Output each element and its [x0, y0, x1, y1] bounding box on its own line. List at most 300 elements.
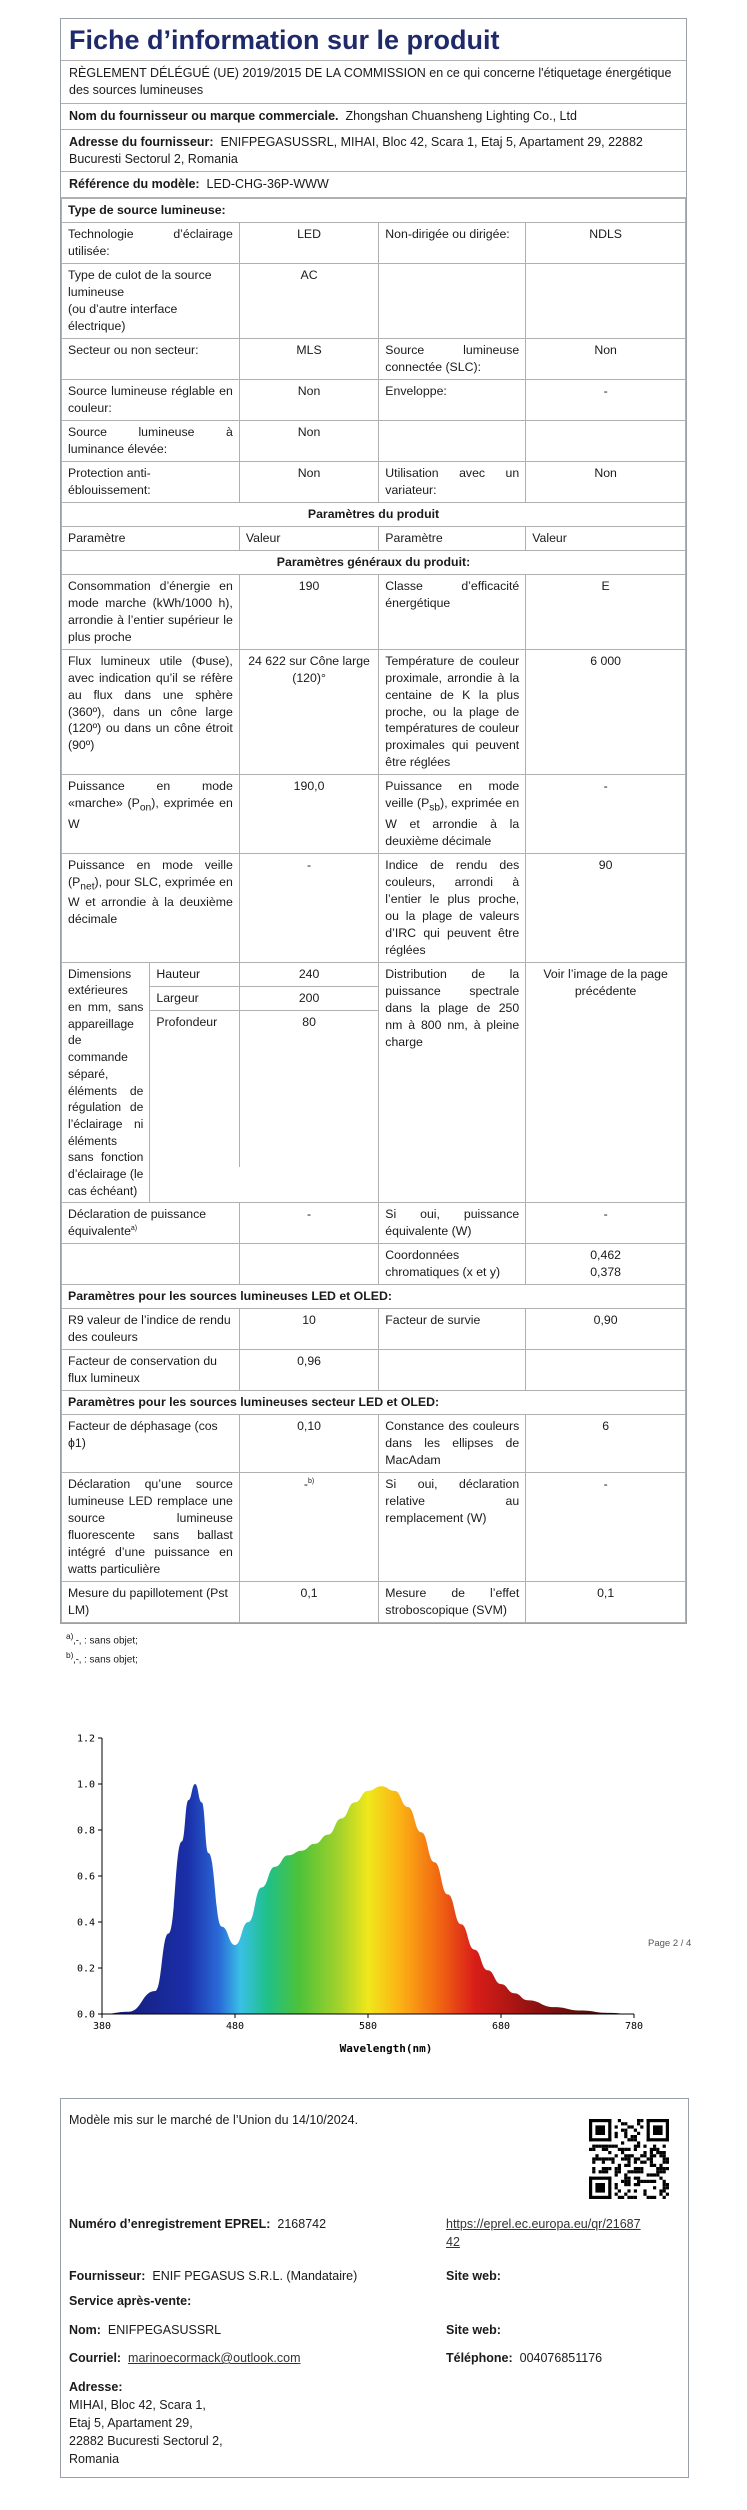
qr-module [627, 2180, 630, 2183]
param-value: 0,96 [239, 1350, 378, 1391]
qr-module [608, 2145, 611, 2148]
qr-finder [647, 2138, 669, 2141]
qr-module [637, 2170, 640, 2173]
website-label-2: Site web: [446, 2323, 501, 2337]
qr-module [659, 2193, 662, 2196]
dim-value: 80 [239, 1010, 378, 1167]
email-link[interactable]: marinoecormack@outlook.com [128, 2351, 301, 2365]
qr-module [624, 2164, 627, 2167]
supplier-address-label: Adresse du fournisseur: [69, 134, 214, 149]
qr-module [663, 2157, 666, 2160]
phone-value: 004076851176 [519, 2351, 603, 2365]
param-value: - [526, 775, 686, 854]
y-tick-label: 0.8 [76, 1825, 95, 1837]
dim-key: Hauteur [150, 963, 239, 986]
empty-cell [239, 1244, 378, 1285]
param-label: Mesure de l’effet stroboscopique (SVM) [379, 1581, 526, 1622]
qr-finder [666, 2119, 669, 2141]
empty-cell [379, 1350, 526, 1391]
qr-module [627, 2138, 630, 2141]
qr-module [621, 2196, 624, 2199]
footnote-ref: b) [307, 1477, 315, 1485]
param-label [379, 775, 526, 854]
qr-module [650, 2151, 653, 2154]
qr-module [634, 2135, 637, 2138]
qr-finder [589, 2119, 592, 2141]
param-label: Température de couleur proximale, arrondie à la centaine de K la plus proche, ou la plage de températures de couleur proximales qui peuvent être réglées [379, 649, 526, 775]
type-label: Utilisation avec un variateur: [379, 461, 526, 502]
qr-module [605, 2145, 608, 2148]
type-value [526, 264, 686, 339]
qr-module [589, 2148, 592, 2151]
qr-module [624, 2129, 627, 2132]
qr-finder [653, 2125, 663, 2135]
market-date: Modèle mis sur le marché de l’Union du 14/10/2024. [69, 2113, 359, 2127]
param-label: Déclaration qu’une source lumineuse LED remplace une source lumineuse fluorescente sans ballast intégré d’une puissance en watts particulière [62, 1472, 240, 1581]
param-value: 0,90 [526, 1309, 686, 1350]
qr-module [615, 2193, 618, 2196]
supplier-name-value: Zhongshan Chuansheng Lighting Co., Ltd [345, 108, 577, 123]
dim-value: 240 [239, 963, 378, 986]
qr-module [640, 2161, 643, 2164]
type-value [526, 420, 686, 461]
qr-finder [647, 2119, 650, 2141]
type-value: - [526, 380, 686, 421]
qr-module [634, 2145, 637, 2148]
qr-module [624, 2193, 627, 2196]
param-value: - [526, 1472, 686, 1581]
param-label: Coordonnées chromatiques (x et y) [379, 1244, 526, 1285]
param-label: Facteur de conservation du flux lumineux [62, 1350, 240, 1391]
qr-module [663, 2180, 666, 2183]
qr-module [663, 2167, 666, 2170]
qr-module [627, 2189, 630, 2192]
equivalent-power-label: Déclaration de puissance équivalente [68, 1207, 207, 1239]
param-label [62, 1203, 240, 1244]
qr-module [602, 2157, 605, 2160]
qr-module [624, 2157, 627, 2160]
qr-module [637, 2141, 640, 2144]
x-tick-label: 780 [624, 2021, 644, 2032]
qr-module [634, 2167, 637, 2170]
qr-module [618, 2148, 621, 2151]
model-ref-value: LED-CHG-36P-WWW [206, 177, 329, 192]
qr-module [650, 2196, 653, 2199]
qr-module [624, 2148, 627, 2151]
param-value: 190,0 [239, 775, 378, 854]
supplier-value: ENIF PEGASUS S.R.L. (Mandataire) [152, 2269, 358, 2283]
qr-module [640, 2119, 643, 2122]
led-heading: Paramètres pour les sources lumineuses LED et OLED: [62, 1285, 686, 1309]
type-value: Non [239, 380, 378, 421]
address-line: Romania [69, 2452, 120, 2467]
qr-module [615, 2145, 618, 2148]
qr-module [659, 2189, 662, 2192]
qr-module [650, 2154, 653, 2157]
qr-module [650, 2157, 653, 2160]
type-value: LED [239, 223, 378, 264]
qr-module [631, 2154, 634, 2157]
general-heading: Paramètres généraux du produit: [62, 550, 686, 574]
qr-module [637, 2122, 640, 2125]
regulation-text: RÈGLEMENT DÉLÉGUÉ (UE) 2019/2015 DE LA COMMISSION en ce qui concerne l'étiquetage énergétique des sources lumineuses [61, 61, 686, 104]
qr-module [615, 2183, 618, 2186]
eprel-value: 2168742 [277, 2217, 327, 2231]
qr-module [624, 2132, 627, 2135]
address-block [69, 2396, 223, 2469]
qr-module [637, 2177, 640, 2180]
qr-module [637, 2119, 640, 2122]
qr-finder [589, 2196, 611, 2199]
type-label: Source lumineuse à luminance élevée: [62, 420, 240, 461]
x-tick-label: 380 [92, 2021, 112, 2032]
spectrum-area [102, 1784, 634, 2014]
qr-module [640, 2167, 643, 2170]
qr-module [659, 2154, 662, 2157]
qr-module [631, 2170, 634, 2173]
type-label: Enveloppe: [379, 380, 526, 421]
qr-module [637, 2157, 640, 2160]
type-value: Non [239, 461, 378, 502]
model-ref-row [61, 172, 686, 198]
qr-module [653, 2186, 656, 2189]
col-value-header: Valeur [239, 526, 378, 550]
supplier-name-label: Nom du fournisseur ou marque commerciale. [69, 108, 339, 123]
qr-module [631, 2138, 634, 2141]
qr-module [663, 2151, 666, 2154]
col-param-header: Paramètre [62, 526, 240, 550]
param-label: Facteur de survie [379, 1309, 526, 1350]
qr-module [666, 2183, 669, 2186]
param-label: Classe d’efficacité énergétique [379, 574, 526, 649]
qr-finder [589, 2177, 592, 2199]
qr-module [656, 2173, 659, 2176]
col-value-header: Valeur [526, 526, 686, 550]
qr-module [599, 2145, 602, 2148]
qr-module [647, 2173, 650, 2176]
qr-module [602, 2145, 605, 2148]
qr-module [624, 2177, 627, 2180]
qr-module [640, 2125, 643, 2128]
y-tick-label: 0.4 [76, 1917, 95, 1929]
param-label [62, 853, 240, 962]
qr-module [634, 2138, 637, 2141]
type-value: MLS [239, 339, 378, 380]
address-line: MIHAI, Bloc 42, Scara 1, [69, 2398, 206, 2412]
qr-module [618, 2119, 621, 2122]
qr-module [608, 2151, 611, 2154]
qr-module [656, 2167, 659, 2170]
param-value: 6 000 [526, 649, 686, 775]
qr-module [666, 2186, 669, 2189]
qr-finder [589, 2177, 611, 2180]
x-axis-label: Wavelength(nm) [339, 2042, 433, 2055]
qr-module [637, 2167, 640, 2170]
qr-module [627, 2157, 630, 2160]
type-label: Protection anti-éblouissement: [62, 461, 240, 502]
qr-finder [608, 2119, 611, 2141]
qr-module [624, 2173, 627, 2176]
y-tick-label: 1.2 [76, 1733, 95, 1745]
net-standby-label-tail: ), pour SLC, exprimée en W et arrondie à la deuxième décimale [68, 874, 233, 927]
type-heading: Type de source lumineuse: [62, 199, 686, 223]
qr-module [592, 2157, 595, 2160]
qr-module [627, 2177, 630, 2180]
type-label [379, 420, 526, 461]
qr-module [643, 2151, 646, 2154]
qr-module [611, 2157, 614, 2160]
dimensions-table [150, 963, 378, 1167]
qr-module [653, 2145, 656, 2148]
qr-module [643, 2145, 646, 2148]
qr-module [615, 2167, 618, 2170]
qr-module [627, 2154, 630, 2157]
param-label: Flux lumineux utile (Φuse), avec indication qu’il se réfère au flux dans une sphère (360º), dans un cône large (120º) ou dans un cône étroit (90º) [62, 649, 240, 775]
qr-module [653, 2180, 656, 2183]
qr-module [663, 2186, 666, 2189]
qr-module [634, 2148, 637, 2151]
x-tick-label: 680 [491, 2021, 511, 2032]
dim-key: Largeur [150, 986, 239, 1010]
param-label: Mesure du papillotement (Pst LM) [62, 1581, 240, 1622]
name-value: ENIFPEGASUSSRL [107, 2323, 222, 2337]
qr-module [608, 2157, 611, 2160]
qr-module [650, 2161, 653, 2164]
qr-module [634, 2157, 637, 2160]
qr-module [634, 2189, 637, 2192]
param-value: 24 622 sur Cône large (120)° [239, 649, 378, 775]
name-row [69, 2321, 221, 2339]
qr-module [653, 2196, 656, 2199]
qr-module [659, 2167, 662, 2170]
qr-module [605, 2170, 608, 2173]
qr-finder [595, 2183, 605, 2193]
qr-module [599, 2157, 602, 2160]
type-value: Non [526, 339, 686, 380]
y-tick-label: 0.6 [76, 1871, 95, 1883]
dimensions-label: Dimensions extérieures en mm, sans appareillage de commande séparé, éléments de régulation de l’éclairage ni éléments sans fonction d’éclairage (le cas échéant) [62, 962, 150, 1203]
qr-module [618, 2189, 621, 2192]
qr-module [592, 2145, 595, 2148]
type-label: Non-dirigée ou dirigée: [379, 223, 526, 264]
qr-module [621, 2141, 624, 2144]
registration-box [60, 2098, 689, 2478]
param-label [62, 775, 240, 854]
qr-module [650, 2148, 653, 2151]
qr-module [637, 2183, 640, 2186]
empty-cell [62, 1244, 240, 1285]
param-value: 190 [239, 574, 378, 649]
qr-module [592, 2161, 595, 2164]
type-value: Non [239, 420, 378, 461]
qr-module [615, 2132, 618, 2135]
qr-module [653, 2173, 656, 2176]
plot-area [77, 1734, 643, 2033]
qr-module [627, 2161, 630, 2164]
footnotes [60, 1630, 687, 1668]
qr-module [637, 2145, 640, 2148]
eprel-link[interactable]: https://eprel.ec.europa.eu/qr/2168742 [446, 2217, 641, 2250]
x-tick-label: 480 [225, 2021, 245, 2032]
param-label: Si oui, puissance équivalente (W) [379, 1203, 526, 1244]
param-label: Distribution de la puissance spectrale dans la plage de 250 nm à 800 nm, à pleine charge [379, 962, 526, 1203]
qr-module [663, 2189, 666, 2192]
param-value: - [526, 1203, 686, 1244]
qr-module [627, 2164, 630, 2167]
qr-module [611, 2161, 614, 2164]
qr-module [650, 2180, 653, 2183]
qr-module [643, 2180, 646, 2183]
param-value: - [239, 1203, 378, 1244]
param-label: Consommation d’énergie en mode marche (kWh/1000 h), arrondie à l’entier supérieur le plus proche [62, 574, 240, 649]
qr-module [663, 2161, 666, 2164]
email-label: Courriel: [69, 2351, 122, 2365]
qr-module [634, 2161, 637, 2164]
x-tick-label: 580 [358, 2021, 378, 2032]
qr-module [618, 2170, 621, 2173]
type-label [62, 264, 240, 339]
on-power-subscript: on [139, 802, 152, 814]
param-value: 10 [239, 1309, 378, 1350]
qr-module [602, 2167, 605, 2170]
qr-module [627, 2125, 630, 2128]
type-label: Technologie d’éclairage utilisée: [62, 223, 240, 264]
param-value: 90 [526, 853, 686, 962]
address-line: Etaj 5, Apartament 29, [69, 2416, 193, 2431]
footnote-text: ‚-‚ : sans objet; [73, 1635, 138, 1646]
qr-module [631, 2196, 634, 2199]
qr-module [647, 2157, 650, 2160]
qr-module [634, 2170, 637, 2173]
footnote-text: ‚-‚ : sans objet; [73, 1653, 138, 1665]
qr-module [653, 2148, 656, 2151]
qr-module [624, 2122, 627, 2125]
param-label: Facteur de déphasage (cos ϕ1) [62, 1415, 240, 1473]
footnote-ref: a) [130, 1225, 138, 1233]
qr-module [595, 2145, 598, 2148]
standby-label: Puissance en mode veille (P [385, 779, 520, 811]
supplier-address-value: ENIFPEGASUSSRL, MIHAI, Bloc 42, Scara 1, Etaj 5, Apartament 29, 22882 Bucuresti Sectorul 2, Romania [69, 134, 643, 166]
qr-module [599, 2170, 602, 2173]
param-value: Voir l’image de la page précédente [526, 962, 686, 1203]
spec-table [61, 198, 686, 1622]
param-value [239, 1472, 378, 1581]
qr-module [605, 2167, 608, 2170]
qr-finder [589, 2138, 611, 2141]
supplier-name-row [61, 104, 686, 130]
qr-module [602, 2170, 605, 2173]
address-label: Adresse: [69, 2380, 123, 2394]
qr-module [647, 2196, 650, 2199]
qr-module [615, 2154, 618, 2157]
qr-module [643, 2161, 646, 2164]
qr-module [615, 2186, 618, 2189]
qr-module [592, 2148, 595, 2151]
empty-cell [526, 1350, 686, 1391]
standby-label-tail: ), exprimée en W et arrondie à la deuxième décimale [385, 796, 520, 848]
type-value: Non [526, 461, 686, 502]
qr-code[interactable] [589, 2119, 669, 2199]
spectral-chart-svg [60, 1718, 660, 2058]
qr-module [656, 2151, 659, 2154]
email-row [69, 2349, 301, 2367]
qr-module [663, 2154, 666, 2157]
qr-module [650, 2173, 653, 2176]
qr-module [659, 2164, 662, 2167]
qr-module [592, 2170, 595, 2173]
qr-module [624, 2183, 627, 2186]
qr-module [595, 2154, 598, 2157]
qr-module [659, 2151, 662, 2154]
eprel-row [69, 2215, 326, 2233]
qr-module [634, 2183, 637, 2186]
qr-module [621, 2122, 624, 2125]
qr-module [602, 2148, 605, 2151]
qr-module [602, 2161, 605, 2164]
qr-module [666, 2161, 669, 2164]
qr-module [608, 2167, 611, 2170]
after-sales-label: Service après-vente: [69, 2294, 192, 2308]
qr-module [621, 2180, 624, 2183]
website-label: Site web: [446, 2269, 501, 2283]
qr-finder [608, 2177, 611, 2199]
qr-module [634, 2129, 637, 2132]
qr-module [618, 2167, 621, 2170]
dim-key: Profondeur [150, 1010, 239, 1167]
param-value: - [239, 853, 378, 962]
qr-module [666, 2193, 669, 2196]
qr-module [627, 2170, 630, 2173]
type-label [379, 264, 526, 339]
y-tick-label: 0.2 [76, 1963, 95, 1975]
qr-module [647, 2180, 650, 2183]
qr-module [618, 2164, 621, 2167]
qr-module [640, 2154, 643, 2157]
qr-module [643, 2193, 646, 2196]
qr-module [640, 2180, 643, 2183]
qr-module [650, 2164, 653, 2167]
y-tick-label: 1.0 [76, 1779, 95, 1791]
type-label: Source lumineuse connectée (SLC): [379, 339, 526, 380]
type-value: NDLS [526, 223, 686, 264]
type-value: AC [239, 264, 378, 339]
qr-finder [595, 2125, 605, 2135]
qr-module [631, 2125, 634, 2128]
qr-module [627, 2183, 630, 2186]
qr-module [595, 2157, 598, 2160]
model-ref-label: Référence du modèle: [69, 177, 200, 192]
page-title: Fiche d’information sur le produit [61, 19, 686, 61]
qr-module [621, 2157, 624, 2160]
eprel-label: Numéro d’enregistrement EPREL: [69, 2217, 271, 2231]
chromaticity-x: 0,462 [590, 1248, 621, 1263]
qr-module [663, 2145, 666, 2148]
type-label: Secteur ou non secteur: [62, 339, 240, 380]
supplier-row [69, 2267, 357, 2285]
on-power-label-tail: ), exprimée en W [68, 796, 233, 831]
footnote [66, 1630, 687, 1649]
qr-module [640, 2170, 643, 2173]
params-heading: Paramètres du produit [62, 502, 686, 526]
param-value [526, 1244, 686, 1285]
footnote-mark: b) [66, 1649, 74, 1660]
qr-module [634, 2177, 637, 2180]
qr-finder [647, 2119, 669, 2122]
sheet-frame [60, 18, 687, 1624]
name-label: Nom: [69, 2323, 101, 2337]
dimensions-cell [150, 962, 379, 1203]
eprel-link-wrap [446, 2215, 646, 2251]
